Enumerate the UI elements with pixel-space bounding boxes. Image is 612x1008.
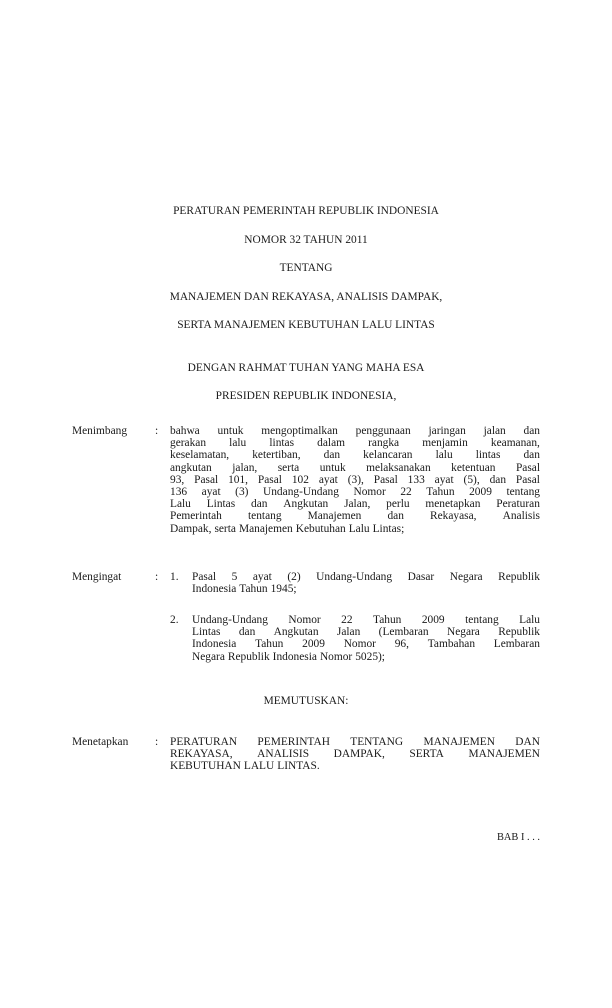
menimbang-line: Lalu Lintas dan Angkutan Jalan, perlu menetapkan Peraturan: [170, 498, 540, 511]
menimbang-colon: :: [155, 425, 159, 437]
menetapkan-line: KEBUTUHAN LALU LINTAS.: [170, 760, 320, 773]
menetapkan-colon: :: [155, 736, 159, 748]
mengingat-item-number: 1.: [170, 571, 179, 583]
menetapkan-line: PERATURAN PEMERINTAH TENTANG MANAJEMEN DAN: [170, 736, 540, 748]
mengingat-item-line: Indonesia Tahun 2009 Nomor 96, Tambahan Lembaran: [192, 638, 540, 651]
menimbang-line: Dampak, serta Manajemen Kebutuhan Lalu Lintas;: [170, 522, 405, 535]
mengingat-item-line: Undang-Undang Nomor 22 Tahun 2009 tentang Lalu: [192, 614, 540, 626]
regulation-number: NOMOR 32 TAHUN 2011: [244, 234, 368, 246]
menetapkan-text: [170, 736, 540, 773]
menimbang-line: bahwa untuk mengoptimalkan penggunaan jaringan jalan dan: [170, 425, 540, 437]
regulation-title: PERATURAN PEMERINTAH REPUBLIK INDONESIA: [173, 205, 439, 217]
menimbang-line: keselamatan, ketertiban, dan kelancaran lalu lintas dan: [170, 449, 540, 462]
decision-heading: MEMUTUSKAN:: [263, 695, 349, 707]
menetapkan-line: REKAYASA, ANALISIS DAMPAK, SERTA MANAJEMEN: [170, 748, 540, 761]
mengingat-colon: :: [155, 571, 159, 583]
invocation-text: DENGAN RAHMAT TUHAN YANG MAHA ESA: [187, 362, 425, 374]
regulation-subject-line-1: MANAJEMEN DAN REKAYASA, ANALISIS DAMPAK,: [169, 291, 443, 303]
authority-text: PRESIDEN REPUBLIK INDONESIA,: [215, 390, 397, 402]
mengingat-item: [192, 614, 540, 663]
mengingat-item-line: Pasal 5 ayat (2) Undang-Undang Dasar Negara Republik: [192, 571, 540, 583]
menetapkan-label: Menetapkan: [72, 736, 129, 748]
regulation-subject-line-2: SERTA MANAJEMEN KEBUTUHAN LALU LINTAS: [177, 319, 435, 331]
mengingat-item-line: Indonesia Tahun 1945;: [192, 583, 297, 596]
mengingat-item: [192, 571, 540, 595]
menimbang-line: 136 ayat (3) Undang-Undang Nomor 22 Tahun 2009 tentang: [170, 485, 540, 498]
menimbang-text: [170, 425, 540, 535]
mengingat-label: Mengingat: [72, 571, 122, 583]
menimbang-line: Pemerintah tentang Manajemen dan Rekayasa, Analisis: [170, 510, 540, 523]
menimbang-line: gerakan lalu lintas dalam rangka menjamin keamanan,: [170, 437, 540, 450]
mengingat-item-number: 2.: [170, 614, 179, 626]
menimbang-line: 93, Pasal 101, Pasal 102 ayat (3), Pasal 133 ayat (5), dan Pasal: [170, 473, 540, 486]
menimbang-label: Menimbang: [72, 425, 128, 437]
mengingat-item-line: Negara Republik Indonesia Nomor 5025);: [192, 650, 385, 663]
about-label: TENTANG: [279, 262, 333, 274]
menimbang-line: angkutan jalan, serta untuk melaksanakan ketentuan Pasal: [170, 461, 540, 474]
mengingat-item-line: Lintas dan Angkutan Jalan (Lembaran Negara Republik: [192, 626, 540, 639]
page-continuation: BAB I . . .: [496, 832, 540, 843]
